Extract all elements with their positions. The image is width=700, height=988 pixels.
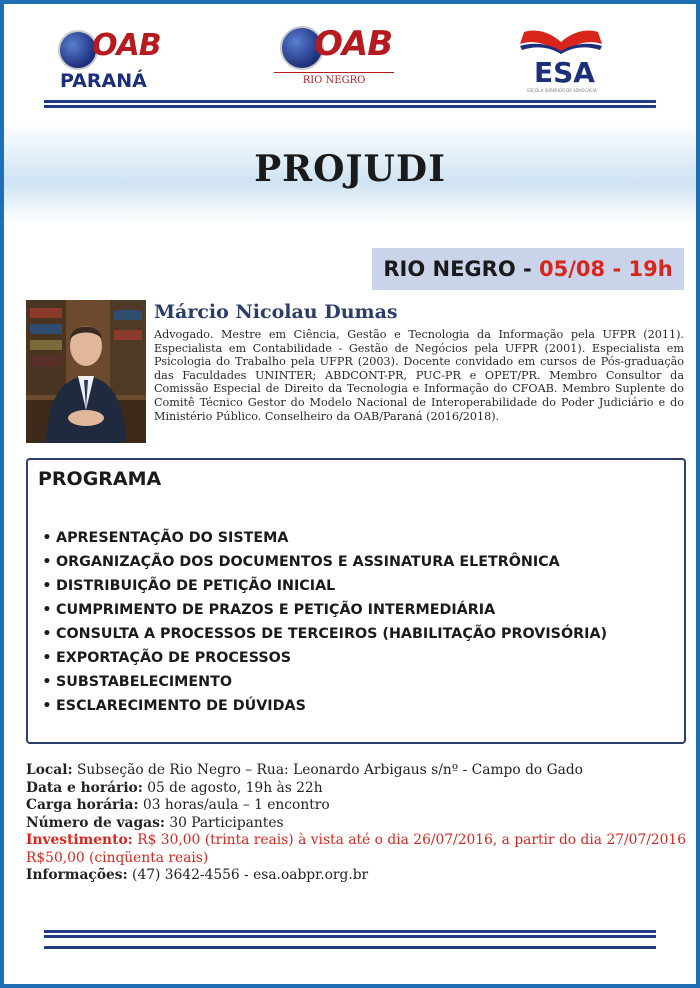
info-date-value: 05 de agosto, 19h às 22h xyxy=(142,779,323,796)
info-local-label: Local: xyxy=(26,762,73,778)
oab-parana-logo xyxy=(54,24,164,94)
bullet-icon: • xyxy=(42,650,52,666)
bullet-icon: • xyxy=(42,602,52,618)
program-item-label: CONSULTA A PROCESSOS DE TERCEIROS (HABILITAÇÃO PROVISÓRIA) xyxy=(56,626,608,642)
program-item-label: ESCLARECIMENTO DE DÚVIDAS xyxy=(56,698,306,714)
bullet-icon: • xyxy=(42,578,52,594)
info-local-value: Subseção de Rio Negro – Rua: Leonardo Arbigaus s/nº - Campo do Gado xyxy=(72,762,583,778)
list-item xyxy=(38,526,678,550)
speaker-bio: Advogado. Mestre em Ciência, Gestão e Tecnologia da Informação pela UFPR (2011). Especialista em Contabilidade - Gestão de Negócios pela UFPR (2001). Especialista em Psicologia do Trabalho pela UFPR (2003). Docente convidado em cursos de Pós-graduação das Faculdades UNINTER; ABDCONT-PR, PUC-PR e OPET/PR. Membro Consultor da Comissão Especial de Direito da Tecnologia e Informação do CFOAB. Membro Suplente do Comitê Técnico Gestor do Modelo Nacional de Interoperabilidade do Poder Judiciário e do Ministério Público. Conselheiro da OAB/Paraná (2016/2018). xyxy=(154,328,684,423)
program-item-label: SUBSTABELECIMENTO xyxy=(56,674,233,690)
program-list xyxy=(38,526,678,718)
oab-rio-negro-logo xyxy=(274,22,394,90)
bullet-icon: • xyxy=(42,674,52,690)
bullet-icon: • xyxy=(42,626,52,642)
header-logos xyxy=(4,4,696,104)
esa-tagline: ESCOLA SUPERIOR DE ADVOCACIA xyxy=(527,88,597,93)
info-investment-value: R$ 30,00 (trinta reais) à vista até o dia 26/07/2016, a partir do dia 27/07/2016 R$50,00 (cinqüenta reais) xyxy=(26,832,686,866)
event-info xyxy=(26,762,686,885)
bullet-icon: • xyxy=(42,530,52,546)
location-date-badge xyxy=(372,248,684,290)
program-item-label: ORGANIZAÇÃO DOS DOCUMENTOS E ASSINATURA ELETRÔNICA xyxy=(56,554,560,570)
info-contact-label: Informações: xyxy=(26,867,128,883)
oab-pr-word: OAB xyxy=(92,28,161,63)
badge-datetime: 05/08 - 19h xyxy=(539,257,673,281)
program-box xyxy=(26,458,686,744)
speaker-name: Márcio Nicolau Dumas xyxy=(154,301,398,323)
esa-word: ESA xyxy=(534,56,595,89)
info-date xyxy=(26,780,686,798)
bottom-divider-2 xyxy=(44,946,656,949)
program-item-label: APRESENTAÇÃO DO SISTEMA xyxy=(56,530,289,546)
list-item xyxy=(38,694,678,718)
info-load-value: 03 horas/aula – 1 encontro xyxy=(138,797,330,813)
info-investment-label: Investimento: xyxy=(26,832,133,848)
program-item-label: CUMPRIMENTO DE PRAZOS E PETIÇÃO INTERMEDIÁRIA xyxy=(56,602,496,618)
info-local xyxy=(26,762,686,780)
oab-rn-subtitle: RIO NEGRO xyxy=(274,72,394,86)
page-title: PROJUDI xyxy=(254,148,446,190)
info-load xyxy=(26,797,686,815)
bullet-icon: • xyxy=(42,698,52,714)
oab-rn-word: OAB xyxy=(314,24,393,64)
speaker-portrait-icon xyxy=(26,300,146,443)
info-date-label: Data e horário: xyxy=(26,779,143,796)
info-vacancies xyxy=(26,815,686,833)
list-item xyxy=(38,550,678,574)
speaker-photo xyxy=(26,300,146,443)
info-load-label: Carga horária: xyxy=(26,797,139,813)
top-divider xyxy=(44,100,656,108)
info-vacancies-value: 30 Participantes xyxy=(164,814,284,831)
list-item xyxy=(38,598,678,622)
list-item xyxy=(38,622,678,646)
open-book-icon xyxy=(516,24,606,58)
list-item xyxy=(38,574,678,598)
info-investment xyxy=(26,832,686,867)
info-contact-value: (47) 3642-4556 - esa.oabpr.org.br xyxy=(127,867,369,883)
oab-pr-subtitle: PARANÁ xyxy=(60,70,147,92)
esa-logo xyxy=(516,24,606,94)
program-item-label: DISTRIBUIÇÃO DE PETIÇÃO INICIAL xyxy=(56,578,336,594)
program-item-label: EXPORTAÇÃO DE PROCESSOS xyxy=(56,650,292,666)
list-item xyxy=(38,646,678,670)
list-item xyxy=(38,670,678,694)
bottom-divider-1 xyxy=(44,930,656,938)
info-vacancies-label: Número de vagas: xyxy=(26,814,165,831)
program-title: PROGRAMA xyxy=(38,468,162,490)
badge-location: RIO NEGRO - xyxy=(383,257,540,281)
bullet-icon: • xyxy=(42,554,52,570)
info-contact xyxy=(26,867,686,885)
